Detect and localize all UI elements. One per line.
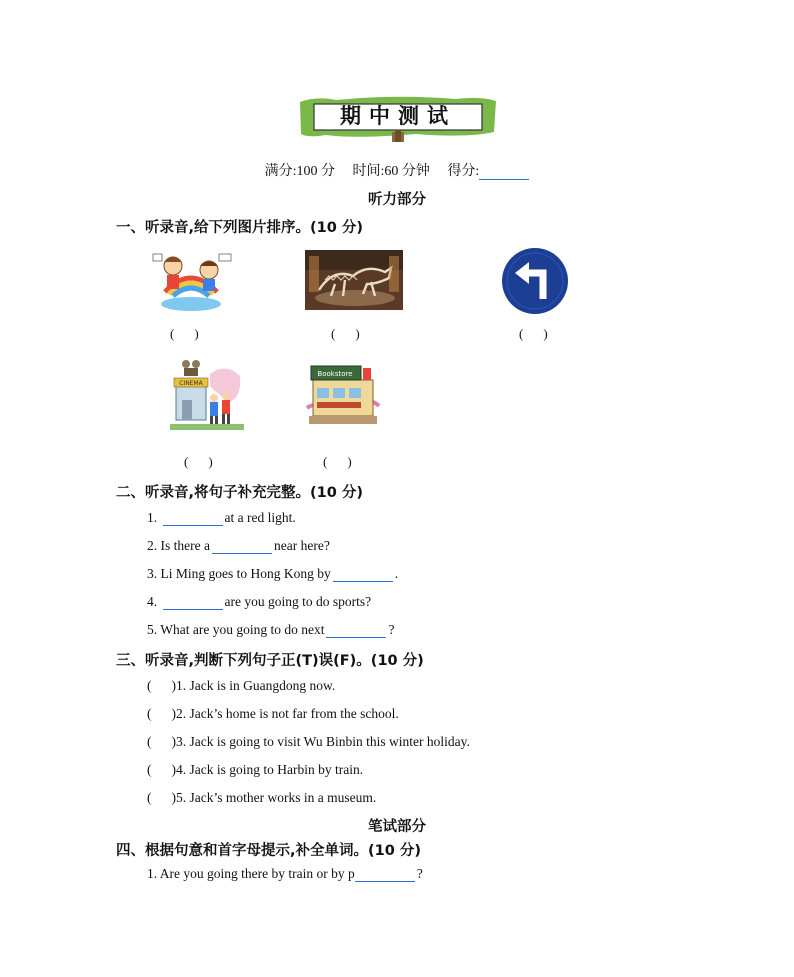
s2-blank-3[interactable] (333, 568, 393, 582)
s2-blank-4[interactable] (163, 596, 223, 610)
answer-paren-4[interactable]: ( ) (184, 454, 213, 469)
exam-meta (0, 160, 794, 180)
s2-blank-5[interactable] (326, 624, 386, 638)
answer-paren-5[interactable]: ( ) (323, 454, 352, 469)
full-score: 满分:100 分 (264, 164, 336, 179)
writing-part-title: 笔试部分 (368, 819, 426, 835)
answer-paren-2[interactable]: ( ) (331, 326, 360, 341)
s2-question-5: 5. What are you going to do next ? (147, 622, 395, 637)
s3-statement-4: ( )4. Jack is going to Harbin by train. (147, 762, 364, 777)
answer-paren-3[interactable]: ( ) (519, 326, 548, 341)
s4-blank-1[interactable] (355, 868, 415, 882)
s3-statement-3: ( )3. Jack is going to visit Wu Binbin this winter holiday. (147, 734, 470, 749)
s3-statement-1: ( )1. Jack is in Guangdong now. (147, 678, 336, 693)
kids-holiday-picture (147, 244, 235, 312)
judge-paren-5[interactable]: ( ) (147, 790, 176, 805)
score-blank[interactable] (479, 165, 529, 180)
s2-blank-2[interactable] (212, 540, 272, 554)
s3-statement-2: ( )2. Jack’s home is not far from the school. (147, 706, 399, 721)
bookstore-sign-text: Bookstore (317, 370, 353, 378)
s2-question-4: 4. are you going to do sports? (147, 594, 372, 609)
s2-blank-1[interactable] (163, 512, 223, 526)
cinema-picture (170, 356, 244, 430)
museum-dinosaur-picture (305, 250, 403, 310)
s3-statement-5: ( )5. Jack’s mother works in a museum. (147, 790, 377, 805)
section-4-heading: 四、根据句意和首字母提示,补全单词。(10 分) (116, 843, 421, 859)
listening-part-title: 听力部分 (368, 192, 426, 208)
judge-paren-4[interactable]: ( ) (147, 762, 176, 777)
judge-paren-1[interactable]: ( ) (147, 678, 176, 693)
page-title: 期中测试 (340, 104, 456, 128)
judge-paren-2[interactable]: ( ) (147, 706, 176, 721)
score-label: 得分: (447, 164, 480, 179)
section-2-heading: 二、听录音,将句子补充完整。(10 分) (116, 485, 363, 501)
exam-time: 时间:60 分钟 (352, 164, 430, 179)
bookstore-picture (305, 362, 381, 430)
s2-question-3: 3. Li Ming goes to Hong Kong by . (147, 566, 399, 581)
s2-question-2: 2. Is there a near here? (147, 538, 330, 553)
section-3-heading: 三、听录音,判断下列句子正(T)误(F)。(10 分) (116, 653, 424, 669)
section-1-heading: 一、听录音,给下列图片排序。(10 分) (116, 220, 363, 236)
turn-left-sign-picture (501, 247, 569, 315)
answer-paren-1[interactable]: ( ) (170, 326, 199, 341)
s2-question-1: 1. at a red light. (147, 510, 296, 525)
s4-question-1: 1. Are you going there by train or by p ? (147, 866, 423, 881)
judge-paren-3[interactable]: ( ) (147, 734, 176, 749)
cinema-sign-text: CINEMA (179, 380, 203, 387)
